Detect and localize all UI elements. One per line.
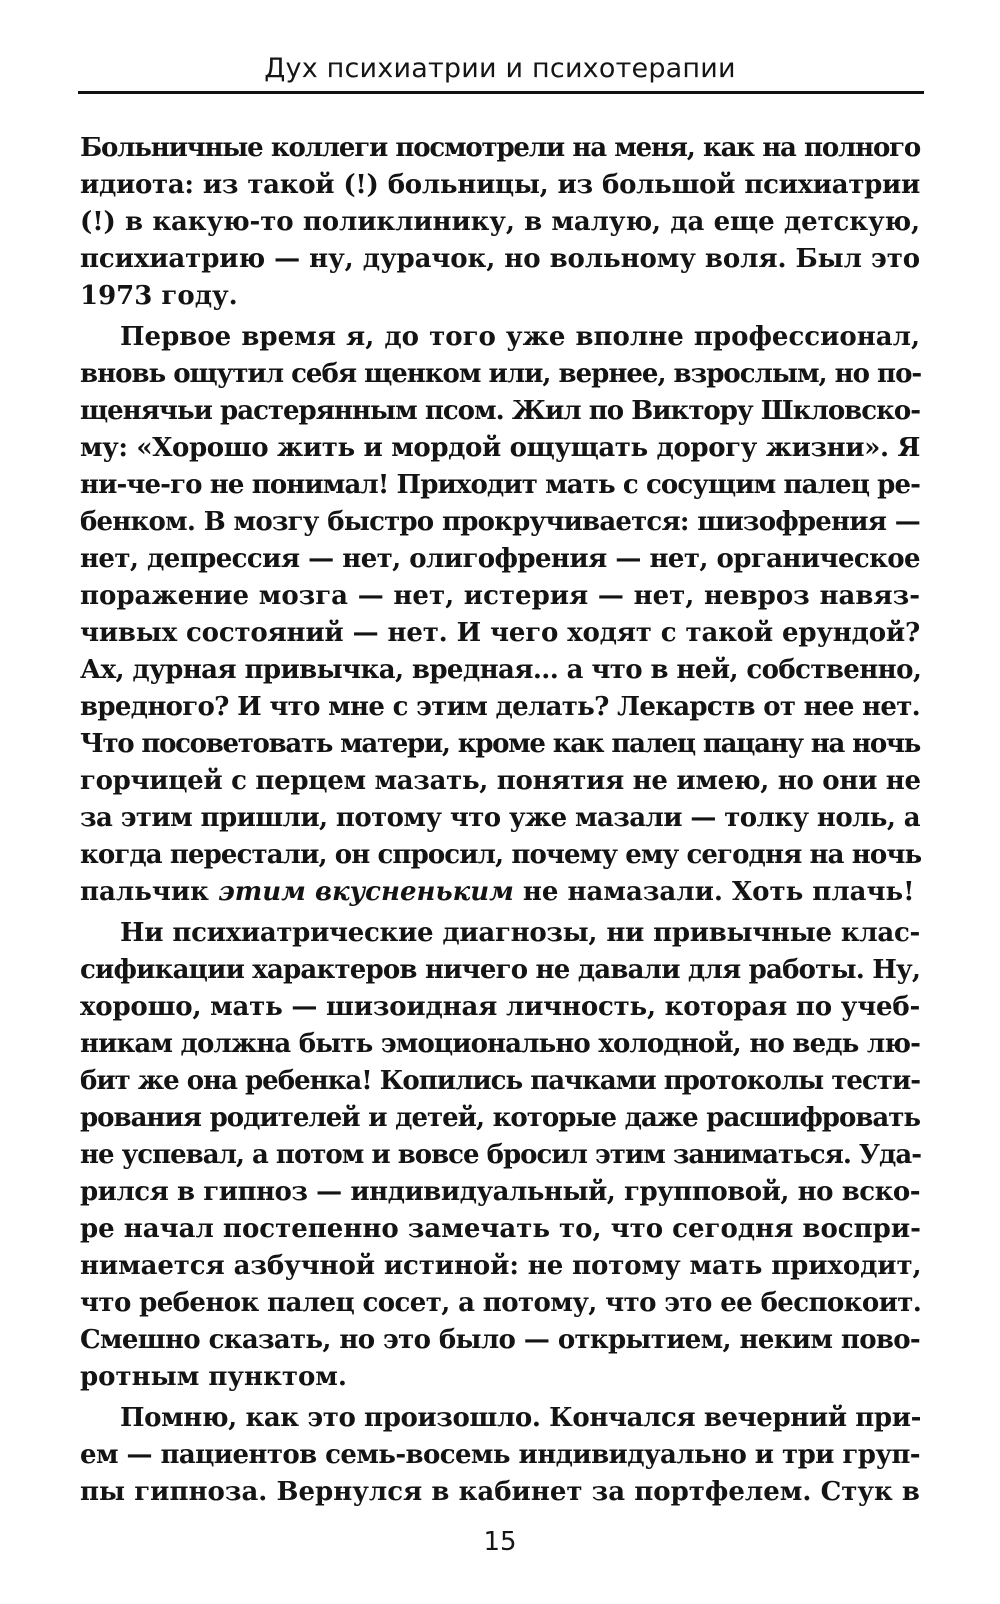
- text-line: Что посоветовать матери, кроме как палец пацану на ночь: [80, 729, 920, 759]
- italic-emphasis: этим вкусненьким: [218, 877, 514, 907]
- text-line: вредного? И что мне с этим делать? Лекарств от нее нет.: [80, 692, 920, 722]
- text-line: Помню, как это произошло. Кончался вечерний при-: [120, 1403, 921, 1433]
- text-line: вновь ощутил себя щенком или, вернее, взрослым, но по-: [80, 359, 922, 389]
- text-line: когда перестали, он спросил, почему ему сегодня на ночь: [80, 840, 922, 870]
- text-line: сификации характеров ничего не давали для работы. Ну,: [80, 955, 921, 985]
- text-line: рился в гипноз — индивидуальный, групповой, но вско-: [80, 1177, 920, 1207]
- text-line: [80, 874, 920, 911]
- paragraph: [80, 319, 920, 911]
- running-title: Дух психиатрии и психотерапии: [264, 53, 736, 84]
- text-line: идиота: из такой (!) больницы, из большой психиатрии: [80, 170, 920, 200]
- header-rule: [78, 91, 924, 94]
- text-line: ротным пунктом.: [80, 1362, 347, 1392]
- text-line: ре начал постепенно замечать то, что сегодня воспри-: [80, 1214, 921, 1244]
- text-line: нет, депрессия — нет, олигофрения — нет, органическое: [80, 544, 920, 574]
- text-line: психиатрию — ну, дурачок, но вольному воля. Был это: [80, 244, 920, 274]
- text-line: за этим пришли, потому что уже мазали — толку ноль, а: [80, 803, 920, 833]
- text-line: Ни психиатрические диагнозы, ни привычные клас-: [120, 918, 920, 948]
- text-line: бит же она ребенка! Копились пачками протоколы тести-: [80, 1066, 920, 1096]
- text-line: Больничные коллеги посмотрели на меня, как на полного: [80, 133, 920, 163]
- text-line: щенячьи растерянным псом. Жил по Виктору Шкловско-: [80, 396, 920, 426]
- text-line: рования родителей и детей, которые даже расшифровать: [80, 1103, 920, 1133]
- paragraph: [80, 130, 920, 315]
- text-line: му: «Хорошо жить и мордой ощущать дорогу жизни». Я: [80, 433, 920, 463]
- text-line: (!) в какую-то поликлинику, в малую, да еще детскую,: [80, 207, 920, 237]
- text-line: бенком. В мозгу быстро прокручивается: шизофрения —: [80, 507, 920, 537]
- text-line: пы гипноза. Вернулся в кабинет за портфелем. Стук в: [80, 1477, 920, 1507]
- text-line: что ребенок палец сосет, а потому, что это ее беспокоит.: [80, 1288, 922, 1318]
- body-text: [80, 130, 920, 1511]
- text-line: хорошо, мать — шизоидная личность, которая по учеб-: [80, 992, 921, 1022]
- text-line: не успевал, а потом и вовсе бросил этим заниматься. Уда-: [80, 1140, 921, 1170]
- text-line: Ах, дурная привычка, вредная... а что в ней, собственно,: [80, 655, 922, 685]
- text-line: ни-че-го не понимал! Приходит мать с сосущим палец ре-: [80, 470, 920, 500]
- paragraph: [80, 915, 920, 1396]
- text-line: ем — пациентов семь-восемь индивидуально и три груп-: [80, 1440, 920, 1470]
- text-line: поражение мозга — нет, истерия — нет, невроз навяз-: [80, 581, 920, 611]
- paragraph: [80, 1400, 920, 1511]
- text-line: чивых состояний — нет. И чего ходят с такой ерундой?: [80, 618, 920, 648]
- text-run: не намазали. Хоть плачь!: [513, 877, 915, 907]
- text-line: 1973 году.: [80, 281, 238, 311]
- text-line: Смешно сказать, но это было — открытием, неким пово-: [80, 1325, 920, 1355]
- text-line: Первое время я, до того уже вполне профессионал,: [120, 322, 920, 352]
- text-line: горчицей с перцем мазать, понятия не имею, но они не: [80, 766, 921, 796]
- text-line: никам должна быть эмоционально холодной, но ведь лю-: [80, 1029, 920, 1059]
- page-number: 15: [483, 1527, 517, 1557]
- text-line: нимается азбучной истиной: не потому мать приходит,: [80, 1251, 922, 1281]
- text-run: пальчик: [80, 877, 218, 907]
